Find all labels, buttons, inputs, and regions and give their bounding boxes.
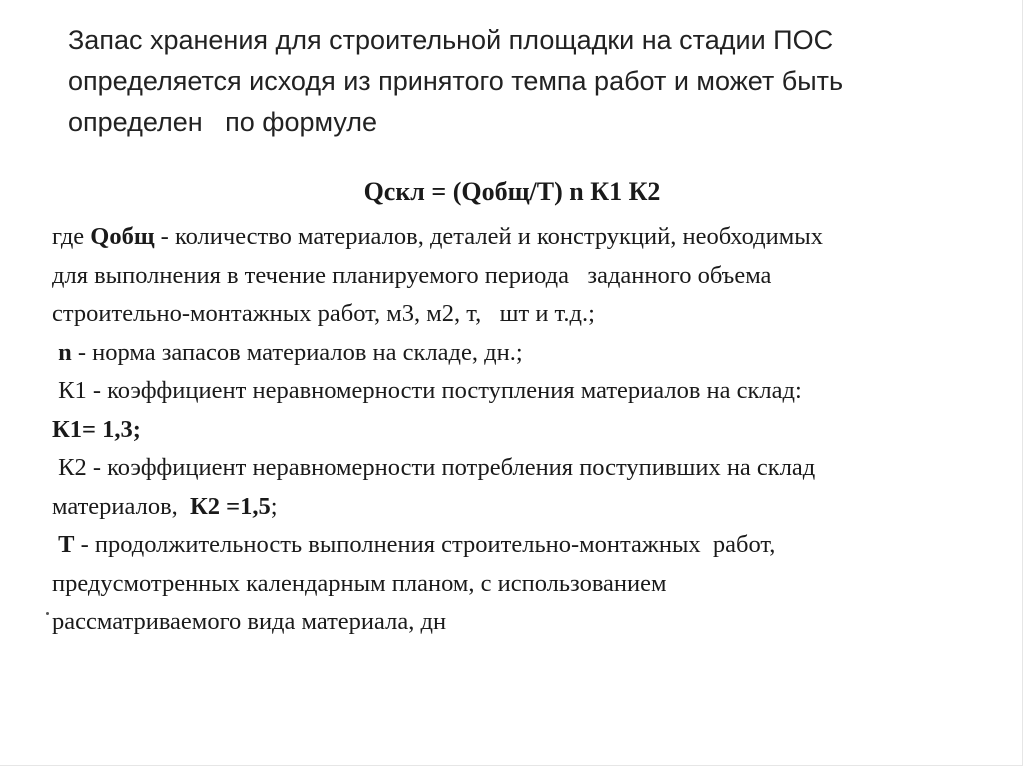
term-qobsch: Qобщ xyxy=(90,223,155,250)
definition-row xyxy=(52,526,972,565)
intro-line: определен по формуле xyxy=(68,107,378,137)
definition-row xyxy=(52,334,972,373)
intro-paragraph xyxy=(68,20,968,143)
intro-line: Запас хранения для строительной площадки на стадии ПОС xyxy=(68,25,834,55)
definition-row: К2 - коэффициент неравномерности потребления поступивших на склад xyxy=(52,454,816,481)
formula: Qскл = (Qобщ/Т) n К1 К2 xyxy=(363,177,661,206)
definition-row: строительно-монтажных работ, м3, м2, т, шт и т.д.; xyxy=(52,300,595,327)
term-t: Т xyxy=(58,531,75,558)
definition-row: для выполнения в течение планируемого периода заданного объема xyxy=(52,261,772,289)
k2-value: К2 =1,5 xyxy=(190,492,271,520)
definition-row xyxy=(52,218,972,257)
text-fragment: материалов, xyxy=(52,492,191,520)
intro-line: определяется исходя из принятого темпа работ и может быть xyxy=(68,66,844,96)
stray-dot xyxy=(46,612,49,615)
definition-row xyxy=(52,488,972,527)
definitions-block xyxy=(52,218,972,642)
text-fragment: - продолжительность выполнения строительно-монтажных работ, xyxy=(74,531,776,558)
definition-row: К1 - коэффициент неравномерности поступления материалов на склад: xyxy=(52,377,802,404)
term-n: n xyxy=(58,338,72,366)
text-fragment: ; xyxy=(270,492,278,520)
k1-value: К1= 1,3; xyxy=(52,415,141,443)
text-fragment: - норма запасов материалов на складе, дн.; xyxy=(71,338,523,366)
text-fragment: где xyxy=(52,223,91,250)
definition-row: рассматриваемого вида материала, дн xyxy=(52,608,447,635)
text-fragment: - количество материалов, деталей и конструкций, необходимых xyxy=(154,223,823,250)
definition-row: предусмотренных календарным планом, с использованием xyxy=(52,569,667,597)
